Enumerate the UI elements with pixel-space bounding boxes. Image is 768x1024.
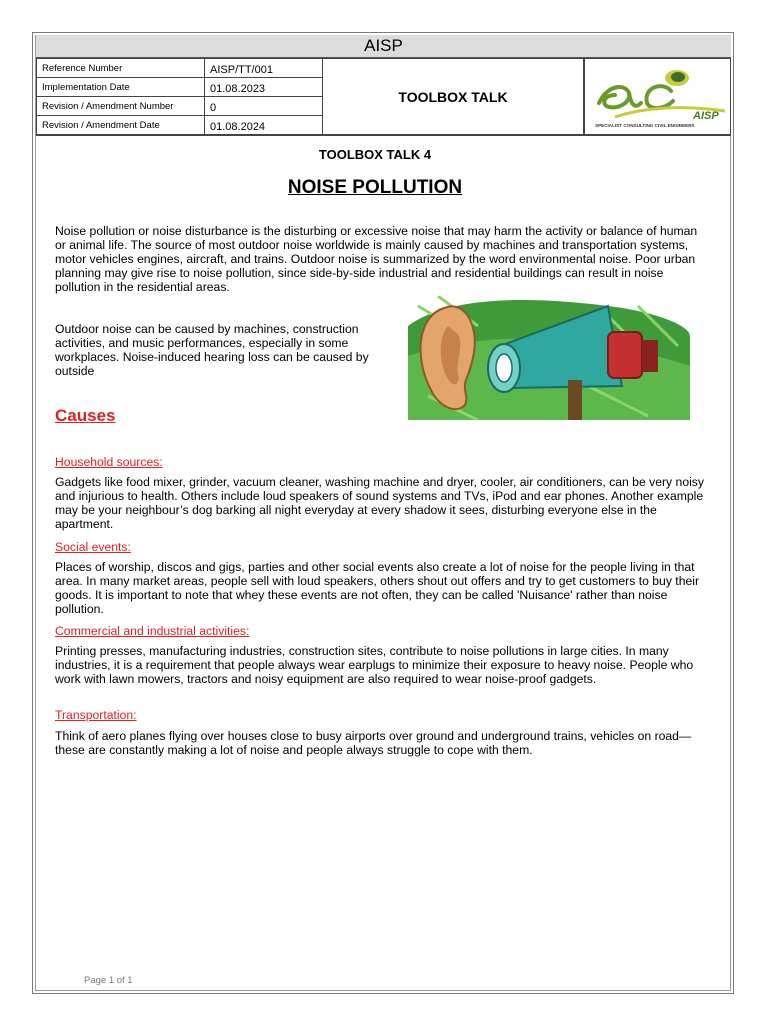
svg-text:SPECIALIST CONSULTING CIVIL EN: SPECIALIST CONSULTING CIVIL ENGINEERS — [595, 123, 695, 128]
social-events-heading: Social events: — [55, 540, 131, 554]
revision-date-label: Revision / Amendment Date — [37, 116, 205, 135]
outdoor-paragraph: Outdoor noise can be caused by machines, construction activities, and music performances, especially in some workplaces. Noise-induced hearing loss can be caused by outside — [55, 322, 369, 378]
ear-megaphone-illustration — [408, 296, 690, 420]
social-events-paragraph: Places of worship, discos and gigs, parties and other social events also create a lot of noise for the people living in that area. In many market areas, people sell with loud speakers, others shout out offers and try to get customers to buy their goods. It is important to note that whey these events are not often, they can be called 'Nuisance' rather than noise pollution. — [55, 560, 700, 616]
document-control-table — [36, 58, 323, 135]
reference-number-value: AISP/TT/001 — [205, 59, 323, 78]
revision-date-value: 01.08.2024 — [205, 116, 323, 135]
page-number: Page 1 of 1 — [84, 975, 133, 986]
table-row — [37, 116, 323, 135]
implementation-date-value: 01.08.2023 — [205, 78, 323, 97]
company-logo — [584, 58, 731, 135]
revision-number-label: Revision / Amendment Number — [37, 97, 205, 116]
document-type-label: TOOLBOX TALK — [398, 88, 508, 105]
org-title: AISP — [36, 35, 731, 58]
table-row — [37, 97, 323, 116]
table-row — [37, 59, 323, 78]
household-sources-heading: Household sources: — [55, 455, 163, 469]
svg-text:AISP: AISP — [693, 110, 719, 122]
revision-number-value: 0 — [205, 97, 323, 116]
transportation-paragraph: Think of aero planes flying over houses close to busy airports over ground and underground trains, vehicles on road—these are constantly making a lot of noise and people always struggle to cope with them. — [55, 729, 692, 757]
document-type — [322, 58, 584, 135]
commercial-industrial-paragraph: Printing presses, manufacturing industries, construction sites, contribute to noise pollutions in large cities. In many industries, it is a requirement that people always wear earplugs to minimize their exposure to heavy noise. People who work with lawn mowers, tractors and noisy equipment are also required to wear noise-proof gadgets. — [55, 644, 694, 686]
table-row — [37, 78, 323, 97]
intro-paragraph: Noise pollution or noise disturbance is the disturbing or excessive noise that may harm the activity or balance of human or animal life. The source of most outdoor noise worldwide is mainly caused by machines and transportation systems, motor vehicles engines, aircraft, and trains. Outdoor noise is summarized by the word environmental noise. Poor urban planning may give rise to noise pollution, since side-by-side industrial and residential buildings can result in noise pollution in the residential areas. — [55, 224, 698, 294]
page-title: NOISE POLLUTION — [287, 177, 463, 198]
talk-number: TOOLBOX TALK 4 — [318, 147, 432, 162]
header-divider — [36, 135, 731, 136]
causes-heading: Causes — [55, 406, 116, 425]
commercial-industrial-heading: Commercial and industrial activities: — [55, 624, 250, 638]
reference-number-label: Reference Number — [37, 59, 205, 78]
household-sources-paragraph: Gadgets like food mixer, grinder, vacuum cleaner, washing machine and dryer, cooler, air conditioners, can be very noisy and injurious to health. Others include loud speakers of sound systems and TVs, iPod and ear phones. Another example may be your neighbour’s dog barking all night everyday at every shadow it sees, disturbing everyone else in the apartment. — [55, 475, 704, 531]
implementation-date-label: Implementation Date — [37, 78, 205, 97]
megaphone-icon — [408, 296, 690, 420]
aisp-logo-icon — [585, 59, 730, 134]
transportation-heading: Transportation: — [55, 708, 137, 722]
